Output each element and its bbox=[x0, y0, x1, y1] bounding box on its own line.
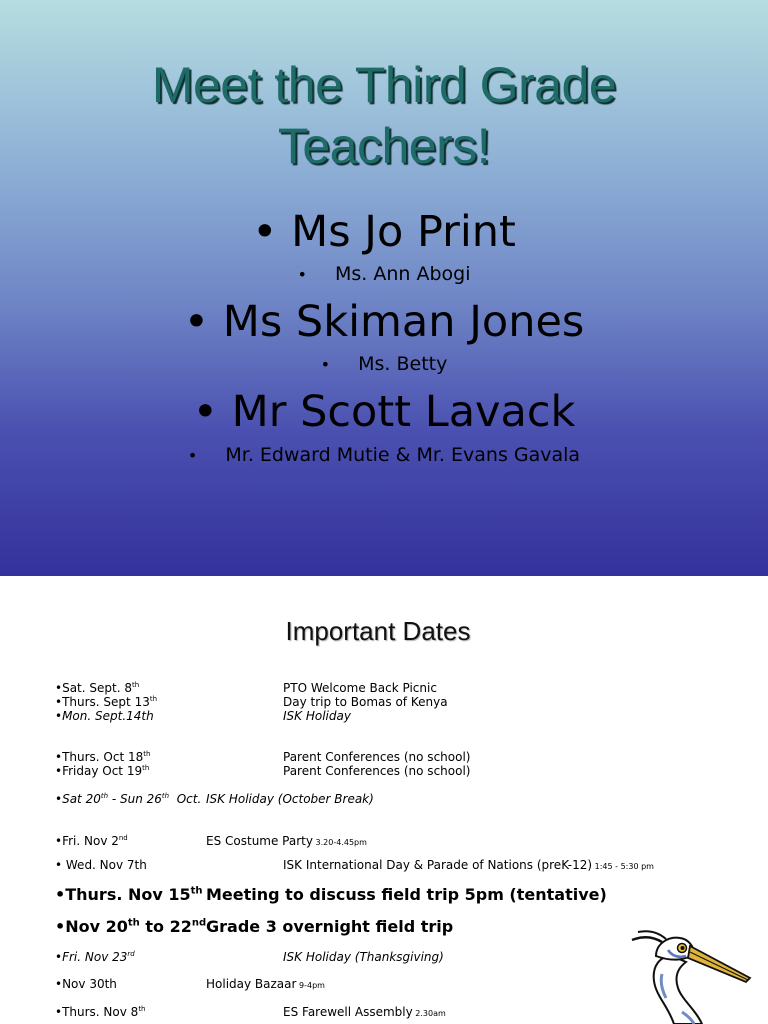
event-desc: Meeting to discuss field trip 5pm (tentative) bbox=[206, 885, 607, 904]
event-date-text: •Thurs. Nov 15 bbox=[55, 885, 191, 904]
event-desc bbox=[283, 858, 654, 874]
event-date bbox=[55, 885, 203, 905]
event-date: •Nov 30th bbox=[55, 977, 117, 991]
slide-title-line1: Meet the Third Grade bbox=[151, 57, 617, 113]
event-time: 9-4pm bbox=[296, 981, 325, 990]
date-suffix: th bbox=[131, 681, 140, 689]
event-desc-text: ES Farewell Assembly bbox=[283, 1005, 413, 1019]
event-date-text: •Thurs. Oct 18 bbox=[55, 750, 144, 764]
date-suffix: th bbox=[127, 917, 140, 929]
event-date bbox=[55, 917, 206, 937]
event-date bbox=[55, 750, 150, 764]
event-desc: ISK Holiday bbox=[283, 709, 351, 723]
assistant-name: • Ms. Betty bbox=[320, 353, 448, 375]
event-date bbox=[55, 950, 135, 964]
event-desc-text: ES Costume Party bbox=[206, 834, 313, 848]
teacher-name-text: Mr Scott Lavack bbox=[231, 387, 576, 437]
event-desc bbox=[283, 1005, 446, 1021]
event-date-text: •Fri. Nov 2 bbox=[55, 834, 119, 848]
event-date bbox=[55, 695, 157, 709]
event-date-text: •Thurs. Nov 8 bbox=[55, 1005, 139, 1019]
date-suffix: rd bbox=[127, 950, 135, 958]
teacher-name-text: Ms Skiman Jones bbox=[222, 297, 585, 347]
event-date-text: •Nov 20 bbox=[55, 917, 128, 936]
event-time: 1:45 - 5:30 pm bbox=[592, 862, 654, 871]
assistant-name-text: Mr. Edward Mutie & Mr. Evans Gavala bbox=[225, 444, 581, 466]
assistant-name-text: Ms. Ann Abogi bbox=[334, 263, 471, 285]
event-time: 2.30am bbox=[412, 1009, 446, 1018]
event-date-text: •Fri. Nov 23 bbox=[55, 950, 128, 964]
teacher-name-text: Ms Jo Print bbox=[291, 207, 516, 257]
event-desc: Parent Conferences (no school) bbox=[283, 750, 471, 764]
teacher-name: • Mr Scott Lavack bbox=[192, 387, 576, 437]
event-date-text: •Sat. Sept. 8 bbox=[55, 681, 132, 695]
event-desc: Parent Conferences (no school) bbox=[283, 764, 471, 778]
event-date-text: •Thurs. Sept 13 bbox=[55, 695, 150, 709]
event-date-text: •Friday Oct 19 bbox=[55, 764, 143, 778]
heron-icon bbox=[616, 926, 756, 1024]
event-desc: PTO Welcome Back Picnic bbox=[283, 681, 437, 695]
assistant-name: • Ms. Ann Abogi bbox=[297, 263, 471, 285]
event-time: 3.20-4.45pm bbox=[312, 838, 367, 847]
event-desc bbox=[206, 977, 325, 993]
assistant-name: • Mr. Edward Mutie & Mr. Evans Gavala bbox=[187, 444, 581, 466]
slide-title-line2: Teachers! bbox=[277, 118, 491, 174]
event-desc: ISK Holiday (October Break) bbox=[206, 792, 374, 806]
date-suffix: th bbox=[143, 750, 151, 758]
event-date: • Wed. Nov 7th bbox=[55, 858, 147, 872]
teacher-name: • Ms Jo Print bbox=[252, 207, 516, 257]
event-date bbox=[55, 834, 128, 848]
date-suffix: nd bbox=[118, 834, 128, 842]
event-desc-text: ISK International Day & Parade of Nations (preK-12) bbox=[283, 858, 593, 872]
date-suffix: th bbox=[149, 695, 158, 703]
event-desc: ISK Holiday (Thanksgiving) bbox=[283, 950, 444, 964]
date-suffix: th bbox=[161, 792, 170, 800]
event-date bbox=[55, 792, 201, 806]
teacher-name: • Ms Skiman Jones bbox=[183, 297, 585, 347]
event-date-text: - Sun 26 bbox=[108, 792, 162, 806]
event-date: •Mon. Sept.14th bbox=[55, 709, 154, 723]
event-date-text: Oct. bbox=[169, 792, 202, 806]
event-date bbox=[55, 764, 149, 778]
event-date-text: •Sat 20 bbox=[55, 792, 101, 806]
event-date-text: to 22 bbox=[139, 917, 192, 936]
event-desc: Grade 3 overnight field trip bbox=[206, 917, 454, 936]
date-suffix: th bbox=[142, 764, 150, 772]
event-date bbox=[55, 1005, 146, 1019]
assistant-name-text: Ms. Betty bbox=[358, 353, 448, 375]
event-date bbox=[55, 681, 139, 695]
event-desc bbox=[206, 834, 367, 850]
event-desc: Day trip to Bomas of Kenya bbox=[283, 695, 448, 709]
event-desc-text: Holiday Bazaar bbox=[206, 977, 297, 991]
date-suffix: th bbox=[100, 792, 109, 800]
date-suffix: nd bbox=[191, 917, 207, 929]
date-suffix: th bbox=[190, 885, 203, 897]
slide2-title: Important Dates bbox=[285, 616, 471, 646]
date-suffix: th bbox=[138, 1005, 146, 1013]
